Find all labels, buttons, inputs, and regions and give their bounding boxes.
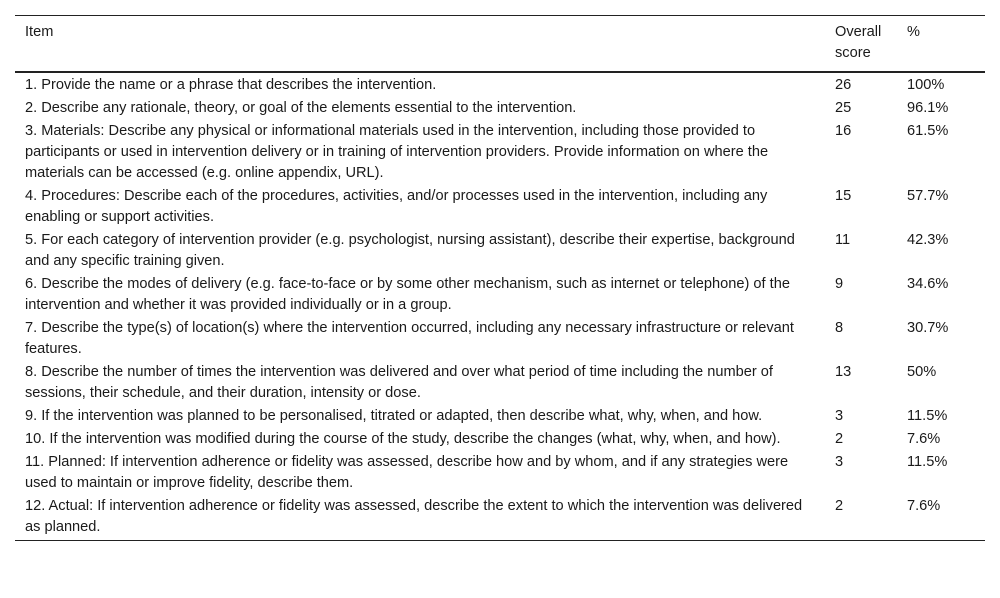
cell-percent: 57.7% <box>907 188 949 204</box>
cell-overall-score: 2 <box>825 495 897 541</box>
cell-item: 10. If the intervention was modified during the course of the study, describe the changes (what, why, when, and how). <box>25 431 781 447</box>
table-row <box>15 428 985 451</box>
table-row <box>15 72 985 97</box>
table-row <box>15 361 985 405</box>
cell-overall-score: 26 <box>835 77 852 93</box>
cell-item: 1. Provide the name or a phrase that describes the intervention. <box>25 77 437 93</box>
cell-item: 7. Describe the type(s) of location(s) where the intervention occurred, including any necessary infrastructure or relevant features. <box>25 320 794 357</box>
cell-percent: 11.5% <box>907 408 948 424</box>
table-header <box>15 16 985 73</box>
cell-overall-score: 13 <box>835 364 852 380</box>
cell-item: 2. Describe any rationale, theory, or goal of the elements essential to the intervention. <box>25 100 577 116</box>
table-row <box>15 120 985 185</box>
cell-overall-score: 11 <box>835 232 851 248</box>
cell-overall-score: 16 <box>835 123 852 139</box>
cell-overall-score: 3 <box>835 454 844 470</box>
cell-percent: 7.6% <box>897 495 985 541</box>
cell-overall-score: 2 <box>835 431 844 447</box>
table-row <box>15 451 985 495</box>
cell-percent: 34.6% <box>907 276 949 292</box>
cell-item: 11. Planned: If intervention adherence or fidelity was assessed, describe how and by whom, and if any strategies were used to maintain or improve fidelity, describe them. <box>25 454 789 491</box>
cell-item: 9. If the intervention was planned to be personalised, titrated or adapted, then describe what, why, when, and how. <box>25 408 763 424</box>
tidier-table <box>15 15 985 541</box>
cell-overall-score: 9 <box>835 276 844 292</box>
header-item: Item <box>15 16 825 73</box>
cell-percent: 50% <box>907 364 937 380</box>
cell-overall-score: 15 <box>835 188 852 204</box>
cell-item: 8. Describe the number of times the intervention was delivered and over what period of time including the number of sessions, their schedule, and their duration, intensity or dose. <box>25 364 773 401</box>
table-row <box>15 229 985 273</box>
cell-item: 12. Actual: If intervention adherence or fidelity was assessed, describe the extent to which the intervention was delivered as planned. <box>15 495 825 541</box>
table-row <box>15 185 985 229</box>
table-body <box>15 72 985 541</box>
cell-percent: 30.7% <box>907 320 949 336</box>
cell-item: 3. Materials: Describe any physical or informational materials used in the intervention, including those provided to participants or used in intervention delivery or in training of intervention providers. Provide information on where the materials can be accessed (e.g. online appendix, URL). <box>25 123 769 181</box>
cell-percent: 61.5% <box>907 123 949 139</box>
table-row <box>15 97 985 120</box>
table-row <box>15 405 985 428</box>
cell-overall-score: 8 <box>835 320 844 336</box>
header-overall-score: Overall score <box>825 16 897 73</box>
cell-item: 4. Procedures: Describe each of the procedures, activities, and/or processes used in the intervention, including any enabling or support activities. <box>25 188 768 225</box>
cell-percent: 96.1% <box>907 100 949 116</box>
cell-percent: 100% <box>907 77 945 93</box>
table-row <box>15 273 985 317</box>
cell-item: 6. Describe the modes of delivery (e.g. face-to-face or by some other mechanism, such as internet or telephone) of the intervention and whether it was provided individually or in a group. <box>25 276 790 313</box>
cell-item: 5. For each category of intervention provider (e.g. psychologist, nursing assistant), describe their expertise, background and any specific training given. <box>25 232 795 269</box>
cell-percent: 42.3% <box>907 232 949 248</box>
cell-percent: 11.5% <box>907 454 948 470</box>
header-percent: % <box>897 16 985 73</box>
table-row <box>15 317 985 361</box>
tidier-table-container <box>15 15 985 541</box>
cell-overall-score: 3 <box>835 408 844 424</box>
cell-percent: 7.6% <box>907 431 941 447</box>
header-row <box>15 16 985 73</box>
table-row <box>15 495 985 541</box>
cell-overall-score: 25 <box>835 100 852 116</box>
